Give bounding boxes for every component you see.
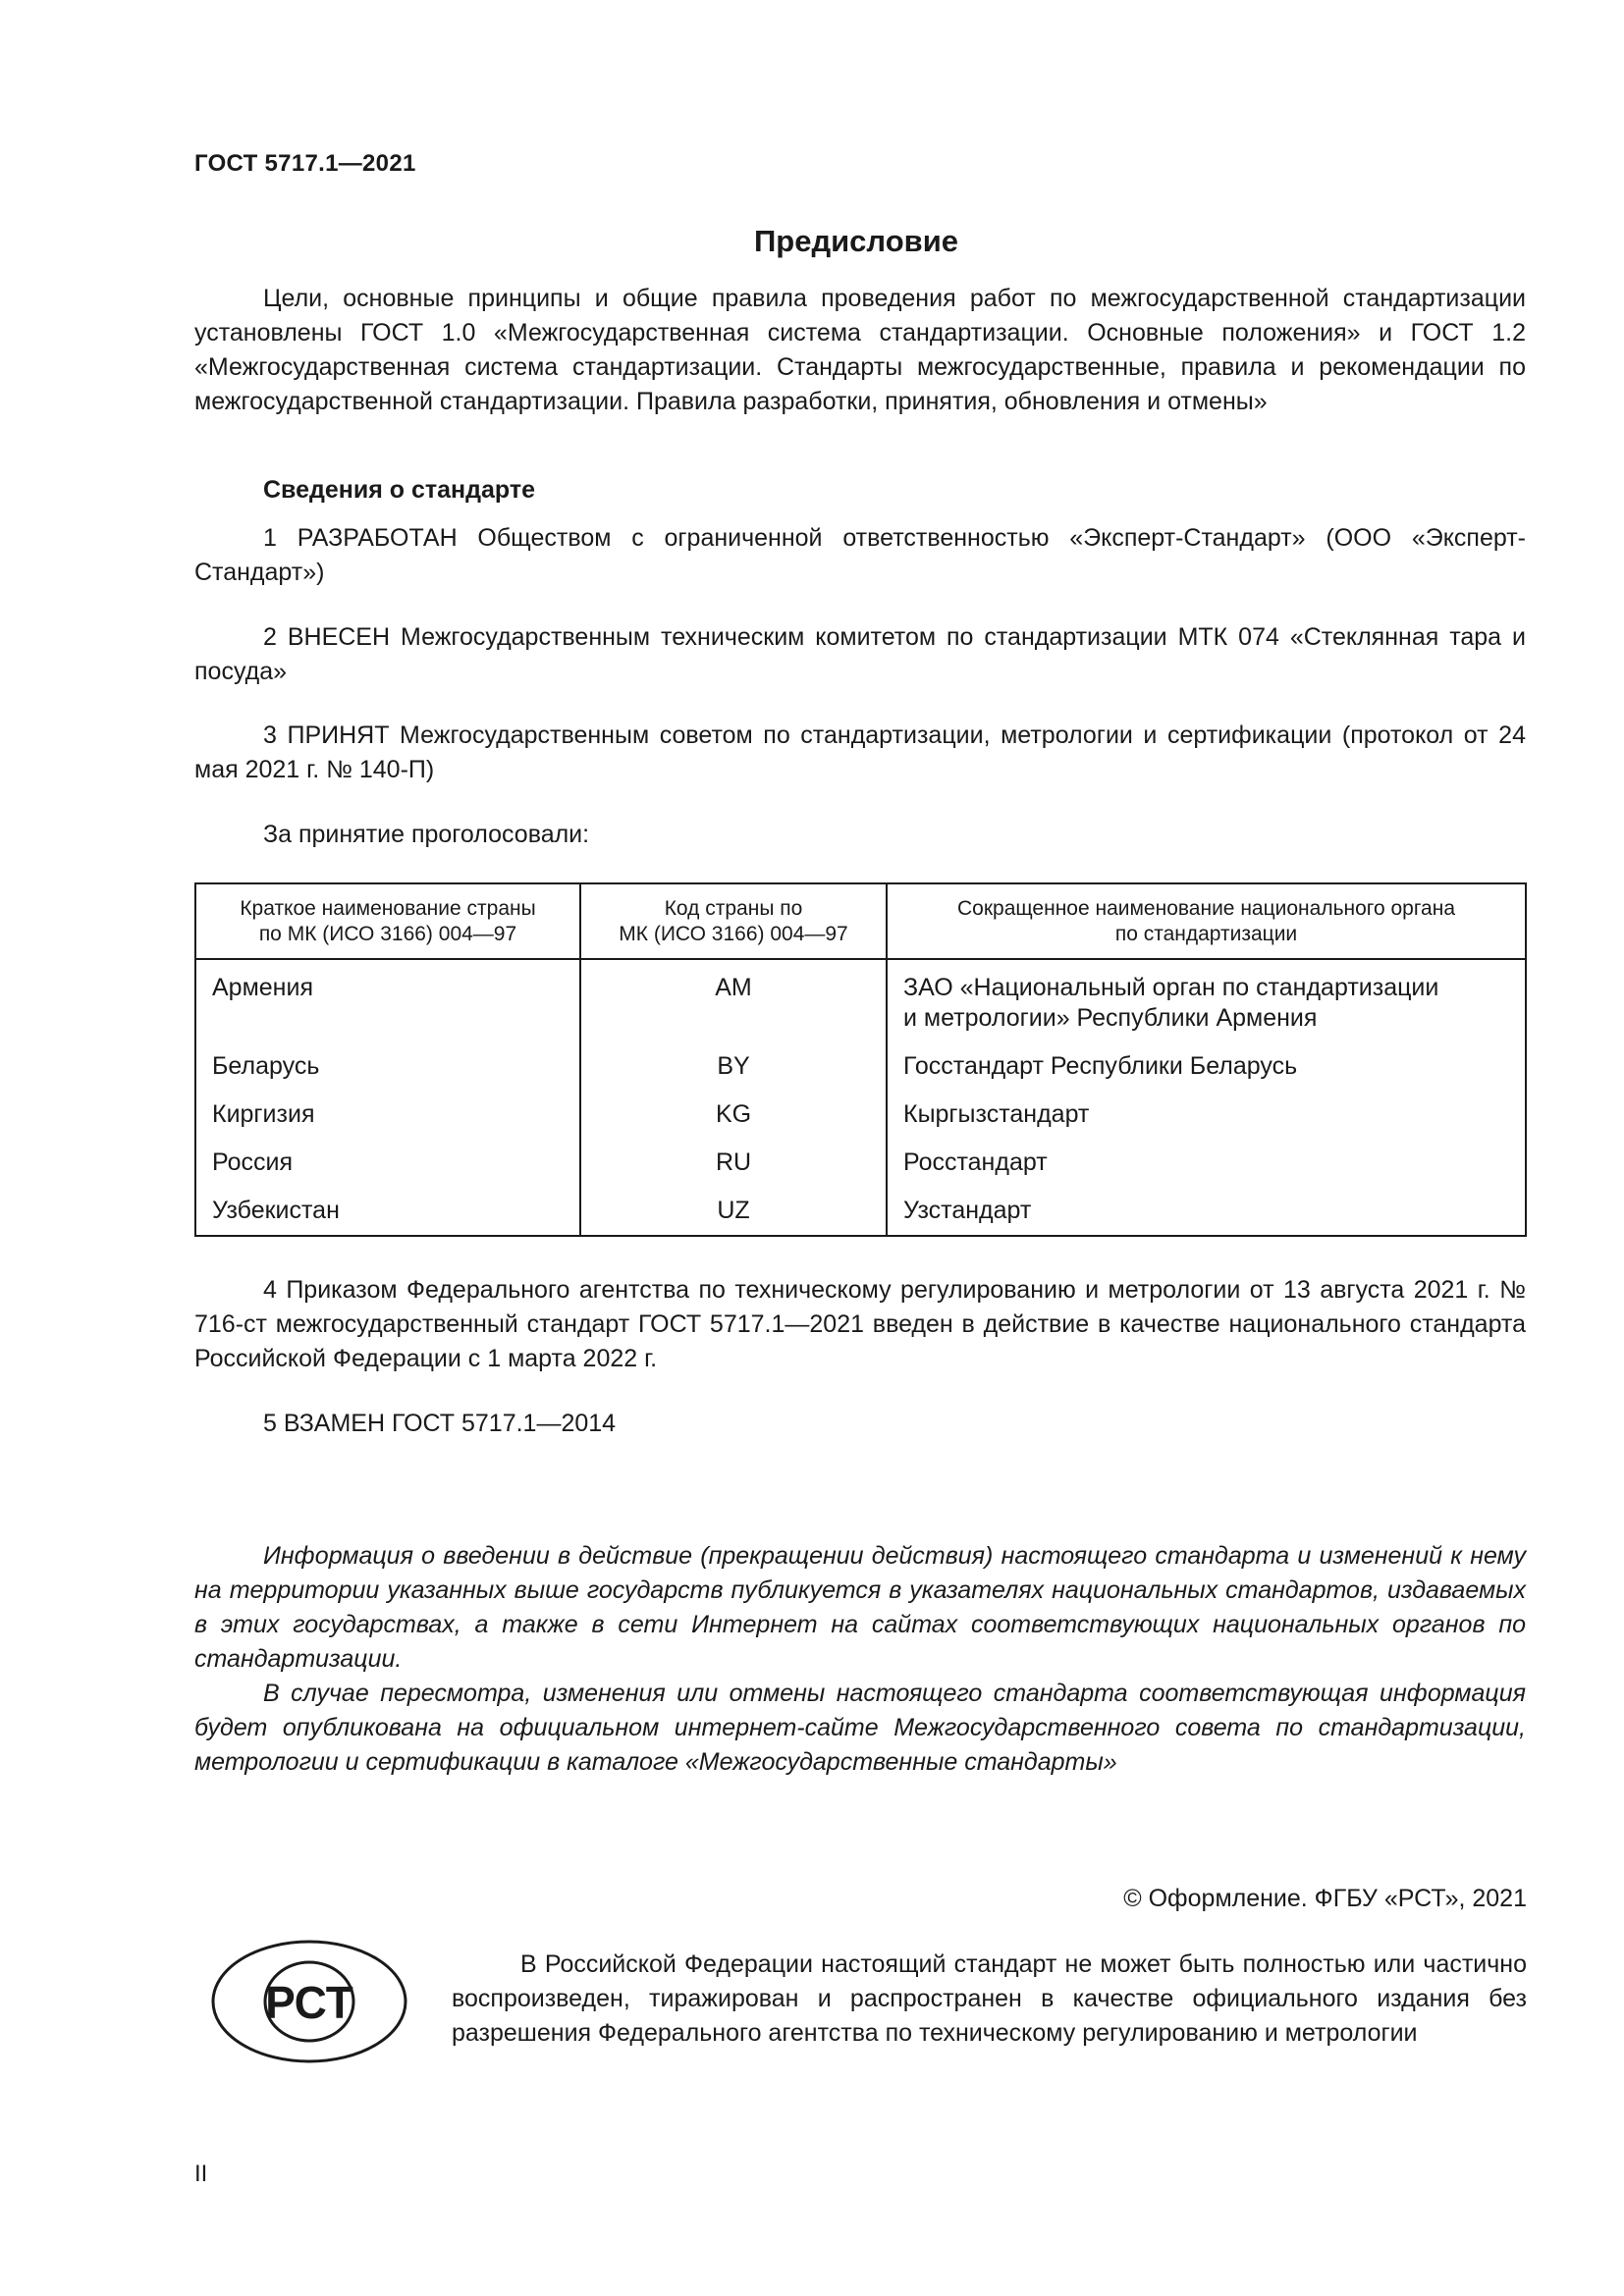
cell-national-body: Кыргызстандарт xyxy=(887,1092,1526,1140)
item-developed: 1 РАЗРАБОТАН Обществом с ограниченной ответственностью «Эксперт-Стандарт» (ООО «Эксперт-Стандарт») xyxy=(194,524,1526,586)
cell-national-body: Узстандарт xyxy=(887,1188,1526,1236)
table-header-row xyxy=(195,883,1526,959)
cell-country: Узбекистан xyxy=(195,1188,580,1236)
cell-country: Армения xyxy=(195,959,580,1043)
header-national-body: Сокращенное наименование национального органа по стандартизации xyxy=(887,883,1526,959)
copyright-line: © Оформление. ФГБУ «РСТ», 2021 xyxy=(1123,1885,1527,1912)
cell-code: RU xyxy=(580,1140,887,1188)
rst-logo-icon xyxy=(210,1939,408,2064)
note-enactment-info: Информация о введении в действие (прекращении действия) настоящего стандарта и изменений к нему на территории указанных выше государств публикуется в указателях национальных стандартов, издаваемых в этих государствах, а также в сети Интернет на сайтах соответствующих национальных органов по стандартизации. xyxy=(194,1542,1526,1673)
cell-code: KG xyxy=(580,1092,887,1140)
copyright-notice: В Российской Федерации настоящий стандарт не может быть полностью или частично воспроизведен, тиражирован и распространен в качестве официального издания без разрешения Федерального агентства по техническому регулированию и метрологии xyxy=(452,1950,1527,2047)
intro-paragraph: Цели, основные принципы и общие правила проведения работ по межгосударственной стандартизации установлены ГОСТ 1.0 «Межгосударственная система стандартизации. Основные положения» и ГОСТ 1.2 «Межгосударственная система стандартизации. Стандарты межгосударственные, правила и рекомендации по межгосударственной стандартизации. Правила разработки, принятия, обновления и отмены» xyxy=(194,285,1526,415)
cell-code: UZ xyxy=(580,1188,887,1236)
page-number: II xyxy=(194,2161,208,2187)
header-code: Код страны по МК (ИСО 3166) 004—97 xyxy=(580,883,887,959)
cell-country: Россия xyxy=(195,1140,580,1188)
cell-national-body: Госстандарт Республики Беларусь xyxy=(887,1043,1526,1092)
cell-national-body: ЗАО «Национальный орган по стандартизации и метрологии» Республики Армения xyxy=(887,959,1526,1043)
document-id: ГОСТ 5717.1—2021 xyxy=(194,150,416,177)
cell-code: AM xyxy=(580,959,887,1043)
page-title: Предисловие xyxy=(753,224,958,258)
item-enacted: 4 Приказом Федерального агентства по техническому регулированию и метрологии от 13 августа 2021 г. № 716-ст межгосударственный стандарт ГОСТ 5717.1—2021 введен в действие в качестве национального стандарта Российской Федерации с 1 марта 2022 г. xyxy=(194,1276,1526,1372)
item-submitted: 2 ВНЕСЕН Межгосударственным техническим комитетом по стандартизации МТК 074 «Стеклянная тара и посуда» xyxy=(194,623,1526,685)
header-country: Краткое наименование страны по МК (ИСО 3166) 004—97 xyxy=(195,883,580,959)
table-row xyxy=(195,1043,1526,1092)
table-row xyxy=(195,1092,1526,1140)
cell-country: Киргизия xyxy=(195,1092,580,1140)
cell-code: BY xyxy=(580,1043,887,1092)
note-revision-info: В случае пересмотра, изменения или отмены настоящего стандарта соответствующая информация будет опубликована на официальном интернет-сайте Межгосударственного совета по стандартизации, метрологии и сертификации в каталоге «Межгосударственные стандарты» xyxy=(194,1680,1526,1776)
item-replaces: 5 ВЗАМЕН ГОСТ 5717.1—2014 xyxy=(263,1410,617,1437)
item-adopted: 3 ПРИНЯТ Межгосударственным советом по стандартизации, метрологии и сертификации (протокол от 24 мая 2021 г. № 140-П) xyxy=(194,721,1526,783)
svg-text:РСТ: РСТ xyxy=(265,1977,353,2028)
table-row xyxy=(195,1188,1526,1236)
table-row xyxy=(195,1140,1526,1188)
section-heading: Сведения о стандарте xyxy=(263,476,536,504)
cell-country: Беларусь xyxy=(195,1043,580,1092)
voting-countries-table xyxy=(194,882,1527,1237)
table-row xyxy=(195,959,1526,1043)
rst-logo xyxy=(210,1939,408,2064)
vote-label: За принятие проголосовали: xyxy=(263,821,590,848)
cell-national-body: Росстандарт xyxy=(887,1140,1526,1188)
